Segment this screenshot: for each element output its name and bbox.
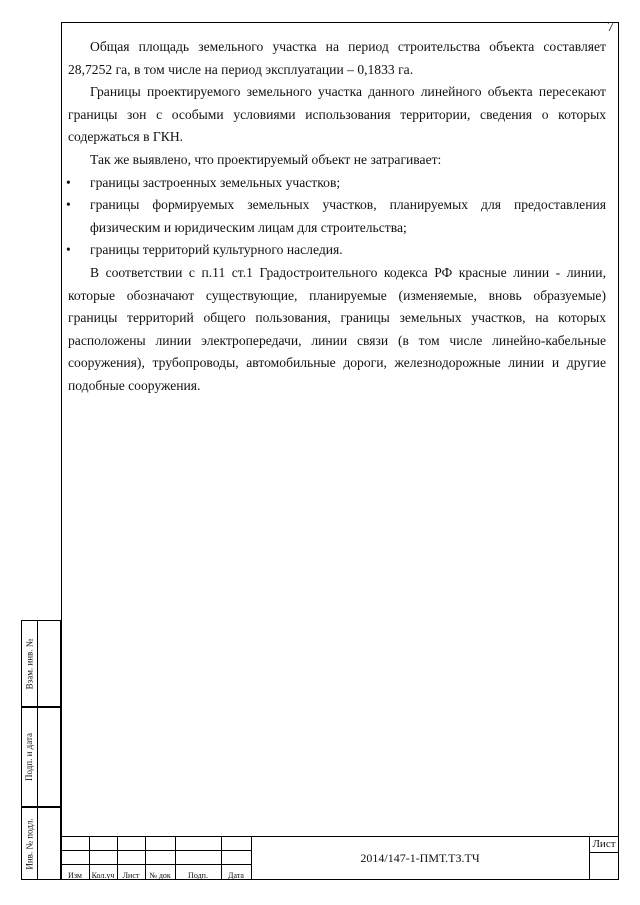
page-number: 7 bbox=[607, 20, 614, 35]
document-code: 2014/147-1-ПМТ.ТЗ.ТЧ bbox=[360, 851, 480, 865]
side-label-vzam: Взам. инв. № bbox=[24, 638, 35, 689]
side-box-inv bbox=[21, 807, 61, 880]
paragraph: Общая площадь земельного участка на период строительства объекта составляет 28,7252 га, в том числе на период эксплуатации – 0,1833 га. bbox=[68, 39, 606, 77]
bullet-icon: • bbox=[66, 174, 71, 190]
bullet-list bbox=[68, 172, 606, 262]
stamp-header: Дата bbox=[228, 871, 244, 880]
list-item-text: границы территорий культурного наследия. bbox=[90, 242, 343, 258]
paragraph: В соответствии с п.11 ст.1 Градостроительного кодекса РФ красные линии - линии, которые обозначают существующие, планируемые (изменяемые, вновь образуемые) границы территорий общего пользования, границы земельных участков, на которых расположены линии электропередачи, линии связи (в том числе линейно-кабельные сооружения), трубопроводы, автомобильные дороги, железнодорожные линии и другие подобные сооружения. bbox=[68, 264, 606, 393]
sheet-label: Лист bbox=[592, 838, 616, 850]
paragraph: Так же выявлено, что проектируемый объект не затрагивает: bbox=[90, 151, 442, 167]
list-item-text: границы застроенных земельных участков; bbox=[90, 174, 341, 190]
title-block bbox=[61, 836, 619, 880]
side-box-vzam bbox=[21, 620, 61, 707]
bullet-icon: • bbox=[66, 197, 71, 213]
list-item-text: границы формируемых земельных участков, планируемых для предоставления физическим и юридическим лицам для строительства; bbox=[90, 197, 606, 235]
list-item bbox=[68, 239, 606, 262]
body-text bbox=[68, 36, 606, 398]
side-label-podp: Подп. и дата bbox=[24, 732, 35, 782]
stamp-header: Подп. bbox=[188, 871, 208, 880]
side-label-inv: Инв. № подл. bbox=[24, 817, 35, 870]
side-box-podp bbox=[21, 707, 61, 807]
stamp-header: Изм bbox=[68, 871, 82, 880]
list-item bbox=[68, 194, 606, 239]
stamp-line bbox=[589, 852, 619, 853]
stamp-header: № док bbox=[149, 871, 171, 880]
paragraph: Границы проектируемого земельного участка данного линейного объекта пересекают границы зон с особыми условиями использования территории, сведения о которых содержаться в ГКН. bbox=[68, 84, 606, 145]
list-item bbox=[68, 172, 606, 195]
bullet-icon: • bbox=[66, 242, 71, 258]
stamp-header: Лист bbox=[122, 871, 140, 880]
stamp-header: Кол.уч bbox=[91, 871, 115, 880]
